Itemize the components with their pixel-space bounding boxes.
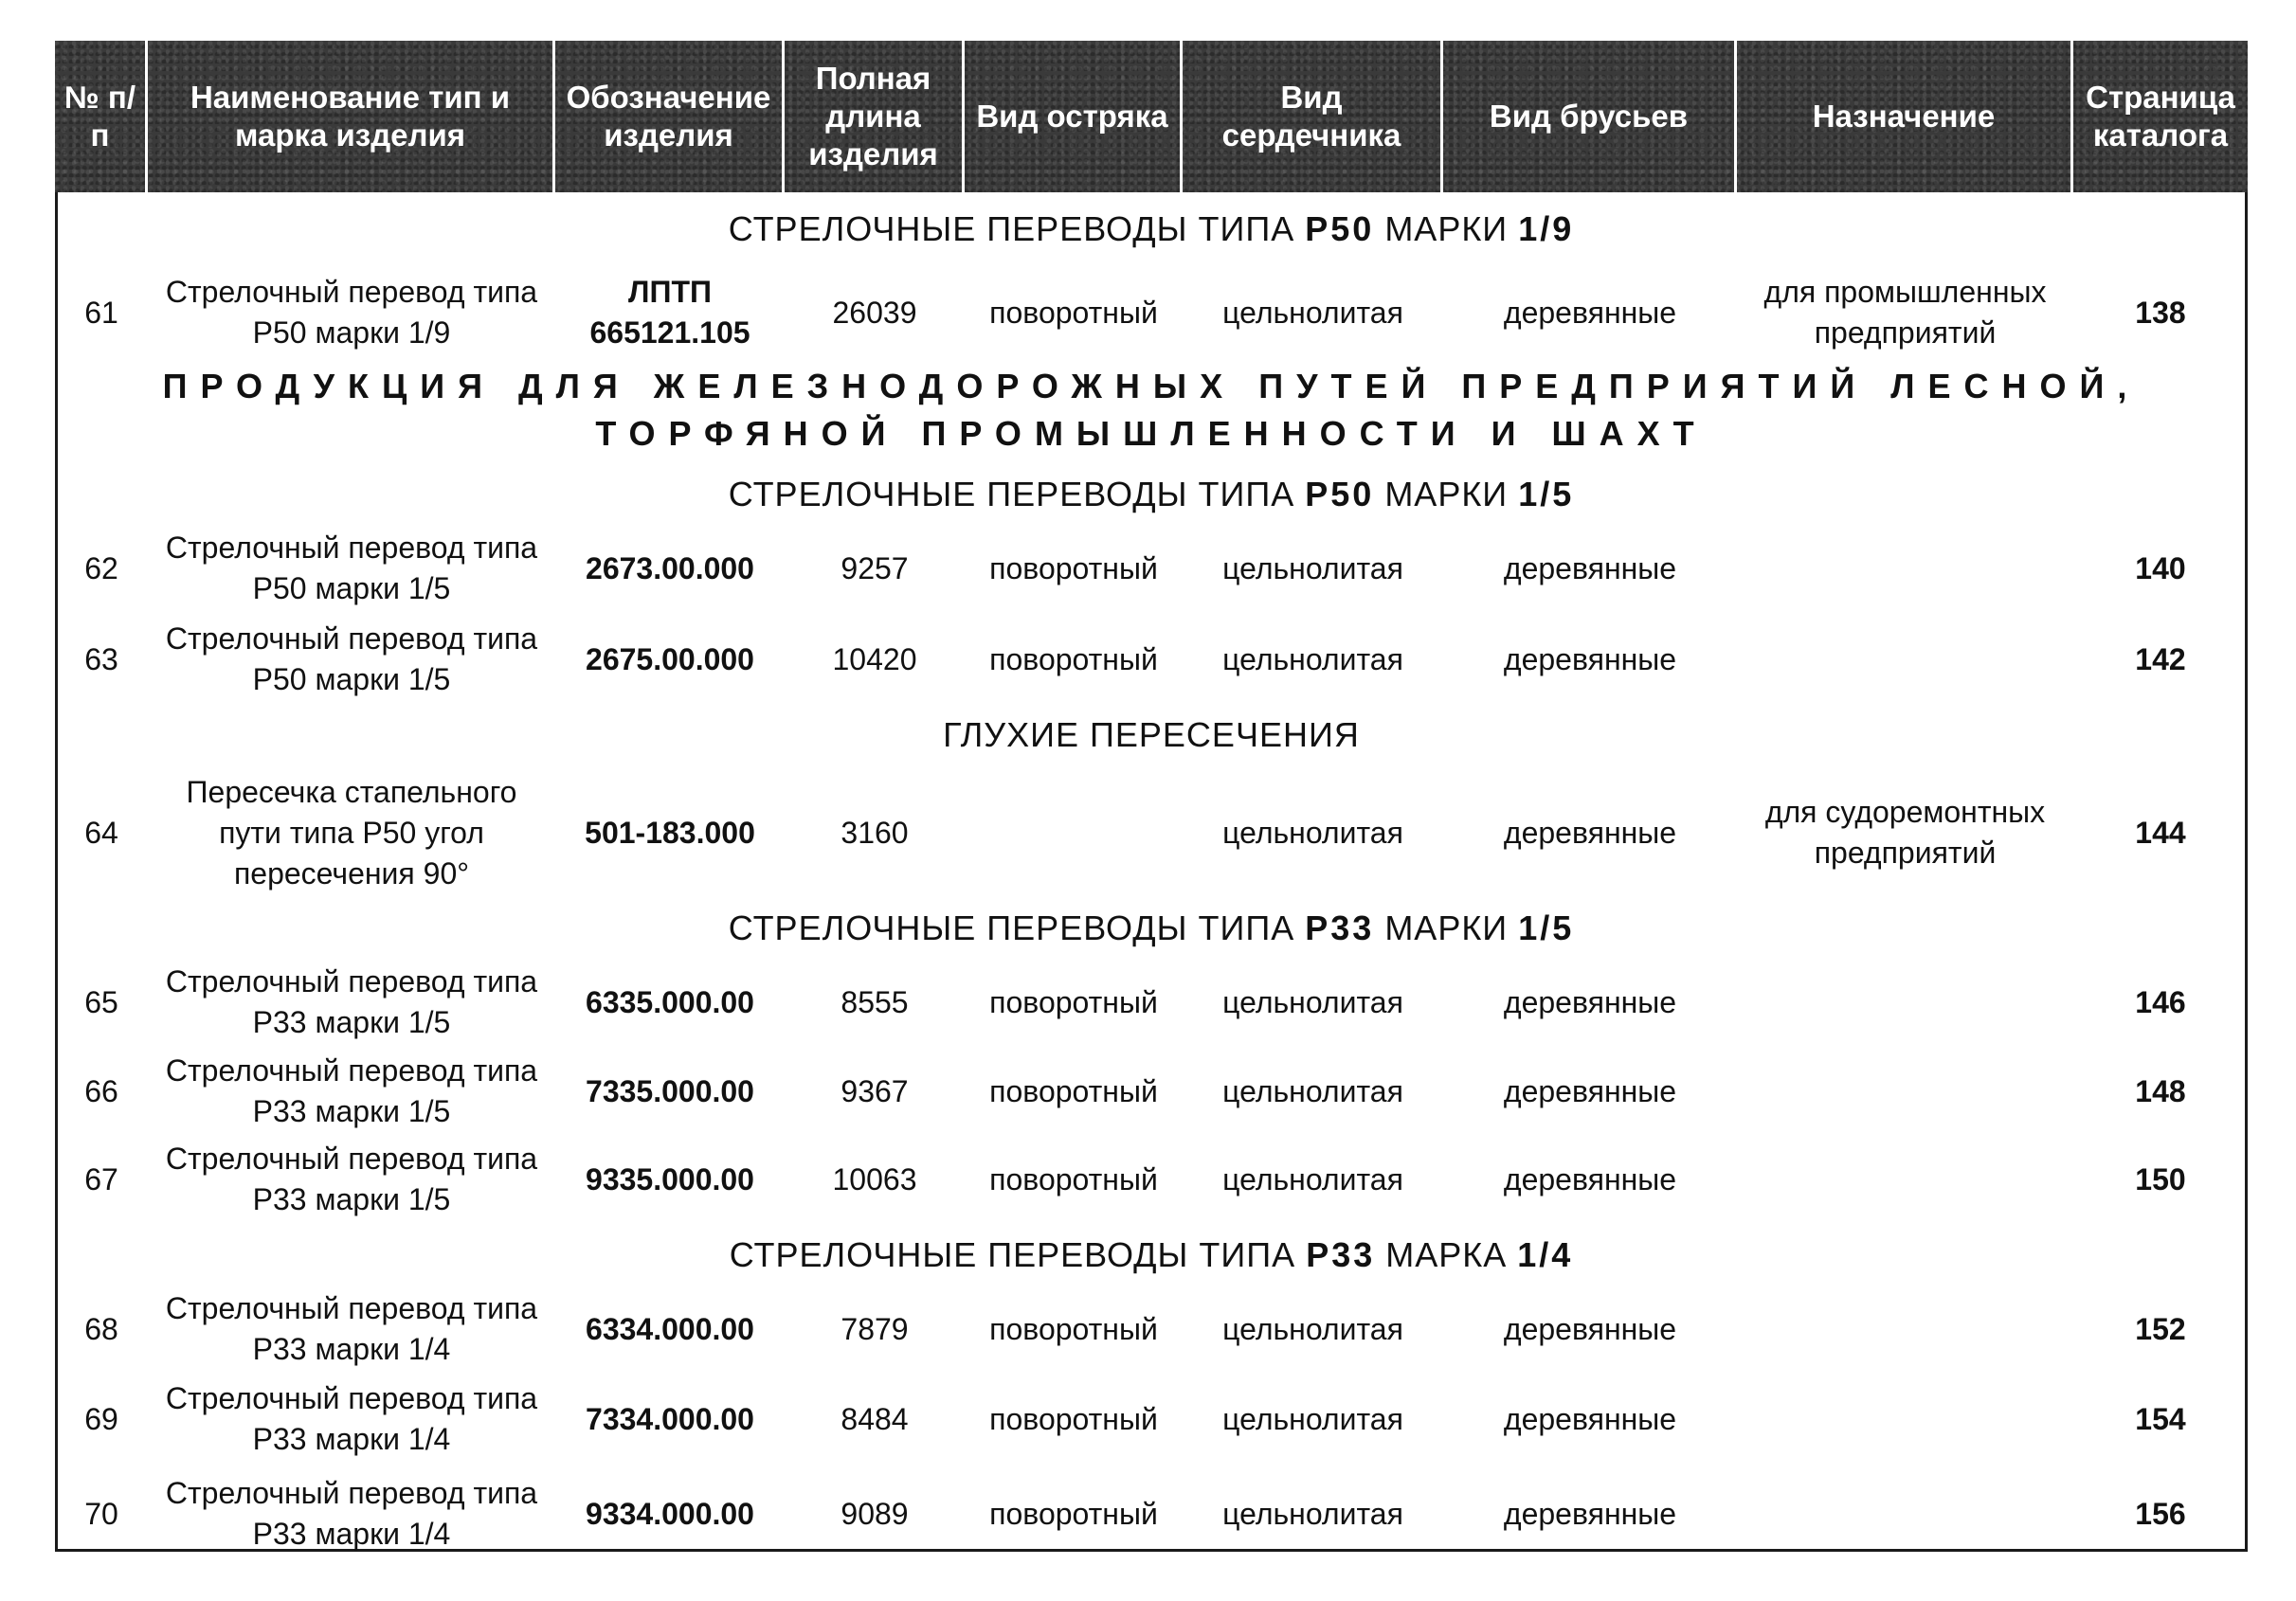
row-name: Стрелочный перевод типа Р50 марки 1/5 [165, 621, 538, 696]
row-page: 146 [2135, 984, 2186, 1019]
row-num: 66 [84, 1073, 118, 1108]
row-ties: деревянные [1503, 1496, 1677, 1531]
row-ties: деревянные [1503, 550, 1677, 585]
row-num: 63 [84, 641, 118, 676]
header-purpose: Назначение [1737, 41, 2073, 192]
row-core: цельнолитая [1222, 1496, 1403, 1531]
section-heading: СТРЕЛОЧНЫЕ ПЕРЕВОДЫ ТИПА Р33 МАРКА 1/4 [729, 1235, 1574, 1274]
row-name: Стрелочный перевод типа Р33 марки 1/4 [165, 1291, 538, 1366]
row-page: 138 [2135, 295, 2186, 330]
category-banner [55, 363, 2248, 458]
row-length: 8555 [841, 984, 909, 1019]
row-length: 26039 [832, 295, 917, 330]
row-name: Стрелочный перевод типа Р33 марки 1/4 [165, 1476, 538, 1551]
table-header [55, 41, 2248, 192]
row-ties: деревянные [1503, 1311, 1677, 1346]
row-name: Стрелочный перевод типа Р50 марки 1/9 [165, 275, 538, 350]
header-tip: Вид остряка [965, 41, 1183, 192]
row-length: 9367 [841, 1073, 909, 1108]
row-page: 152 [2135, 1311, 2186, 1346]
row-name: Стрелочный перевод типа Р33 марки 1/5 [165, 1142, 538, 1216]
row-name: Стрелочный перевод типа Р33 марки 1/5 [165, 964, 538, 1039]
row-ties: деревянные [1503, 984, 1677, 1019]
table-row [55, 270, 2248, 355]
row-tip: поворотный [989, 984, 1158, 1019]
row-page: 144 [2135, 815, 2186, 850]
banner-line-1: ПРОДУКЦИЯ ДЛЯ ЖЕЛЕЗНОДОРОЖНЫХ ПУТЕЙ ПРЕДПРИЯТИЙ ЛЕСНОЙ, [162, 367, 2141, 405]
row-page: 148 [2135, 1073, 2186, 1108]
row-code: 9335.000.00 [586, 1161, 754, 1196]
row-tip: поворотный [989, 1496, 1158, 1531]
row-ties: деревянные [1503, 641, 1677, 676]
row-core: цельнолитая [1222, 1161, 1403, 1196]
section-heading: ГЛУХИЕ ПЕРЕСЕЧЕНИЯ [943, 715, 1360, 754]
table-row [55, 526, 2248, 611]
row-code: 2673.00.000 [586, 550, 754, 585]
row-name: Стрелочный перевод типа Р33 марки 1/5 [165, 1053, 538, 1128]
row-num: 69 [84, 1401, 118, 1436]
row-page: 140 [2135, 550, 2186, 585]
row-ties: деревянные [1503, 1401, 1677, 1436]
banner-line-2: ТОРФЯНОЙ ПРОМЫШЛЕННОСТИ И ШАХТ [595, 414, 1708, 453]
row-tip: поворотный [989, 641, 1158, 676]
header-page: Страница каталога [2086, 80, 2235, 153]
row-num: 62 [84, 550, 118, 585]
row-name: Стрелочный перевод типа Р50 марки 1/5 [165, 531, 538, 605]
row-length: 10420 [832, 641, 917, 676]
row-name: Стрелочный перевод типа Р33 марки 1/4 [165, 1381, 538, 1456]
table-row [55, 1286, 2248, 1372]
row-tip: поворотный [989, 1161, 1158, 1196]
row-tip: поворотный [989, 1073, 1158, 1108]
header-name: Наименование тип и марка изделия [148, 41, 555, 192]
row-num: 70 [84, 1496, 118, 1531]
row-length: 9257 [841, 550, 909, 585]
row-code: 9334.000.00 [586, 1496, 754, 1531]
row-core: цельнолитая [1222, 550, 1403, 585]
row-num: 68 [84, 1311, 118, 1346]
table-row [55, 1471, 2248, 1556]
table-row [55, 766, 2248, 899]
row-num: 67 [84, 1161, 118, 1196]
row-page: 156 [2135, 1496, 2186, 1531]
row-code: 2675.00.000 [586, 641, 754, 676]
section-heading: СТРЕЛОЧНЫЕ ПЕРЕВОДЫ ТИПА Р50 МАРКИ 1/9 [728, 209, 1575, 248]
row-purpose: для промышленных предприятий [1763, 275, 2047, 350]
header-core: Вид сердечника [1183, 41, 1443, 192]
row-core: цельнолитая [1222, 984, 1403, 1019]
row-ties: деревянные [1503, 1161, 1677, 1196]
table-row [55, 1376, 2248, 1462]
row-tip: поворотный [989, 1401, 1158, 1436]
row-length: 9089 [841, 1496, 909, 1531]
table-row [55, 960, 2248, 1045]
header-code: Обозначение изделия [555, 41, 785, 192]
header-num: № п/п [55, 41, 148, 192]
row-length: 7879 [841, 1311, 909, 1346]
row-ties: деревянные [1503, 1073, 1677, 1108]
row-core: цельнолитая [1222, 295, 1403, 330]
row-page: 150 [2135, 1161, 2186, 1196]
section-heading: СТРЕЛОЧНЫЕ ПЕРЕВОДЫ ТИПА Р50 МАРКИ 1/5 [728, 475, 1575, 513]
row-ties: деревянные [1503, 815, 1677, 850]
row-num: 64 [84, 815, 118, 850]
row-code: 7334.000.00 [586, 1401, 754, 1436]
row-page: 142 [2135, 641, 2186, 676]
header-ties: Вид брусьев [1443, 41, 1737, 192]
row-num: 61 [84, 295, 118, 330]
table-row [55, 1137, 2248, 1222]
row-core: цельнолитая [1222, 1401, 1403, 1436]
row-code: 501-183.000 [585, 815, 755, 850]
section-heading: СТРЕЛОЧНЫЕ ПЕРЕВОДЫ ТИПА Р33 МАРКИ 1/5 [728, 908, 1575, 947]
header-length: Полная длина изделия [785, 41, 965, 192]
row-purpose: для судоремонтных предприятий [1764, 795, 2046, 870]
row-tip: поворотный [989, 295, 1158, 330]
row-core: цельнолитая [1222, 815, 1403, 850]
row-length: 10063 [832, 1161, 917, 1196]
table-row [55, 1049, 2248, 1134]
row-length: 8484 [841, 1401, 909, 1436]
row-tip: поворотный [989, 550, 1158, 585]
row-length: 3160 [841, 815, 909, 850]
table-row [55, 617, 2248, 702]
row-ties: деревянные [1503, 295, 1677, 330]
row-page: 154 [2135, 1401, 2186, 1436]
row-code: 6334.000.00 [586, 1311, 754, 1346]
row-name: Пересечка стапельного пути типа Р50 угол пересечения 90° [186, 774, 517, 890]
row-code: ЛПТП 665121.105 [589, 275, 750, 350]
row-num: 65 [84, 984, 118, 1019]
row-code: 7335.000.00 [586, 1073, 754, 1108]
row-core: цельнолитая [1222, 1311, 1403, 1346]
row-code: 6335.000.00 [586, 984, 754, 1019]
row-tip: поворотный [989, 1311, 1158, 1346]
row-core: цельнолитая [1222, 1073, 1403, 1108]
row-core: цельнолитая [1222, 641, 1403, 676]
